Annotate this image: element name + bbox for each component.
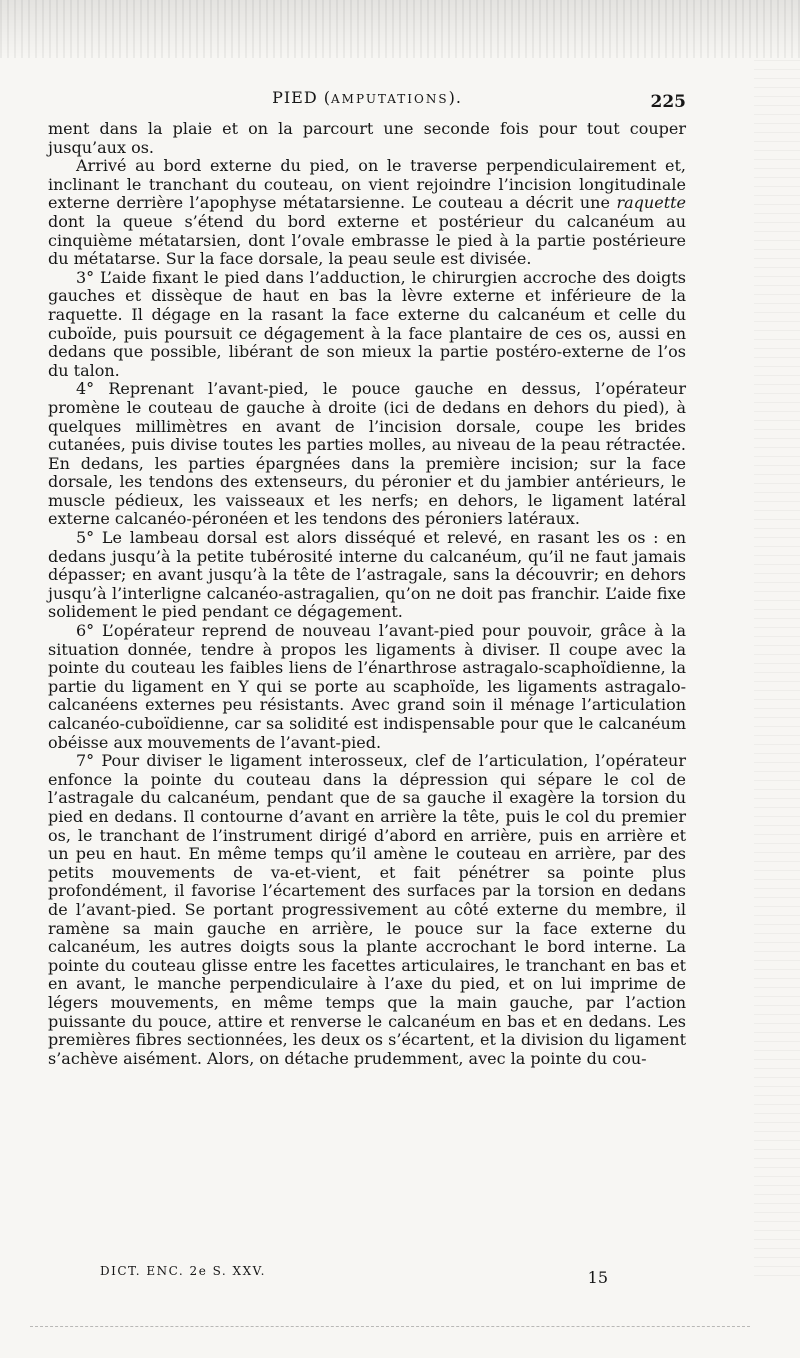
scan-noise-right — [754, 60, 800, 1280]
running-title — [48, 88, 686, 107]
paragraph-1: ment dans la plaie et on la parcourt une seconde fois pour tout couper jusqu’aux os. — [48, 119, 686, 157]
paragraph-step-7: 7° Pour diviser le ligament interosseux, clef de l’articulation, l’opérateur enfonce la pointe du couteau dans la dépression qui sépare le col de l’astragale du calcanéum, pendant que de sa gauche il exagère la torsion du pied en dedans. Il contourne d’avant en arrière la tête, puis le col du premier os, le tranchant de l’instrument dirigé d’abord en arrière, puis en arrière et un peu en haut. En même temps qu’il amène le couteau en arrière, par des petits mouvements de va-et-vient, et fait pénétrer sa pointe plus profondément, il favorise l’écartement des surfaces par la torsion en dedans de l’avant-pied. Se portant progressivement au côté externe du membre, il ramène sa main gauche en arrière, le pouce sur la face externe du calcanéum, les autres doigts sous la plante accrochant le bord interne. La pointe du couteau glisse entre les facettes articulaires, le tranchant en bas et en avant, le manche perpendiculaire à l’axe du pied, et on lui imprime de légers mouvements, en même temps que la main gauche, par l’action puissante du pouce, attire et renverse le calcanéum en bas et en dedans. Les premières fibres sectionnées, les deux os s’écartent, et la division du ligament s’achève aisément. Alors, on détache prudemment, avec la pointe du cou- — [48, 751, 686, 1068]
paragraph-step-3: 3° L’aide fixant le pied dans l’adduction, le chirurgien accroche des doigts gauches et dissèque de haut en bas la lèvre externe et inférieure de la raquette. Il dégage en la rasant la face externe du calcanéum et celle du cuboïde, puis poursuit ce dégagement à la face plantaire de ces os, aussi en dedans que possible, libérant de son mieux la partie postéro-externe de l’os du talon. — [48, 267, 686, 380]
body-text — [48, 120, 686, 1068]
paragraph-2-italic-word: raquette — [616, 193, 687, 213]
bottom-scan-rule — [30, 1326, 750, 1327]
paragraph-step-4: 4° Reprenant l’avant-pied, le pouce gauche en dessus, l’opérateur promène le couteau de gauche à droite (ici de dedans en dehors du pied), à quelques millimètres en avant de l’incision dorsale, coupe les brides cutanées, puis divise toutes les parties molles, au niveau de la peau rétractée. En dedans, les parties épargnées dans la première incision; sur la face dorsale, les tendons des extenseurs, du péronier et du jambier antérieurs, le muscle pédieux, les vaisseaux et les nerfs; en dehors, le ligament latéral externe calcanéo-péronéen et les tendons des péroniers latéraux. — [48, 379, 686, 529]
signature-mark: DICT. ENC. 2e S. XXV. — [100, 1264, 266, 1278]
title-main: PIED ( — [272, 88, 331, 107]
running-header — [48, 88, 686, 114]
scan-noise-top — [0, 0, 800, 58]
paragraph-step-6: 6° L’opérateur reprend de nouveau l’avant-pied pour pouvoir, grâce à la situation donnée, tendre à propos les ligaments à diviser. Il coupe avec la pointe du couteau les faibles liens de l’énarthrose astragalo-scaphoïdienne, la partie du ligament en Y qui se porte au scaphoïde, les ligaments astragalo-calcanéens externes peu résistants. Avec grand soin il ménage l’articulation calcanéo-cuboïdienne, car sa solidité est indispensable pour que le calcanéum obéisse aux mouvements de l’avant-pied. — [48, 621, 686, 752]
paragraph-2-end: dont la queue s’étend du bord externe et postérieur du calcanéum au cinquième métatarsien, dont l’ovale embrasse le pied à la partie postérieure du métatarse. Sur la face dorsale, la peau seule est divisée. — [48, 211, 686, 269]
title-small-caps: AMPUTATIONS — [331, 92, 449, 106]
page-number: 225 — [650, 92, 686, 112]
title-end: ). — [448, 88, 462, 107]
paragraph-2 — [48, 157, 686, 269]
sheet-number: 15 — [587, 1268, 608, 1287]
paragraph-2-start: Arrivé au bord externe du pied, on le traverse perpendiculairement et, inclinant le tranchant du couteau, on vient rejoindre l’incision longitudinale externe derrière l’apophyse métatarsienne. Le couteau a décrit une — [48, 156, 686, 213]
paragraph-step-5: 5° Le lambeau dorsal est alors disséqué et relevé, en rasant les os : en dedans jusqu’à la petite tubérosité interne du calcanéum, qu’il ne faut jamais dépasser; en avant jusqu’à la tête de l’astragale, sans la découvrir; en dehors jusqu’à l’interligne calcanéo-astragalien, qu’on ne doit pas franchir. L’aide fixe solidement le pied pendant ce dégagement. — [48, 528, 686, 622]
page-footer — [100, 1264, 620, 1288]
